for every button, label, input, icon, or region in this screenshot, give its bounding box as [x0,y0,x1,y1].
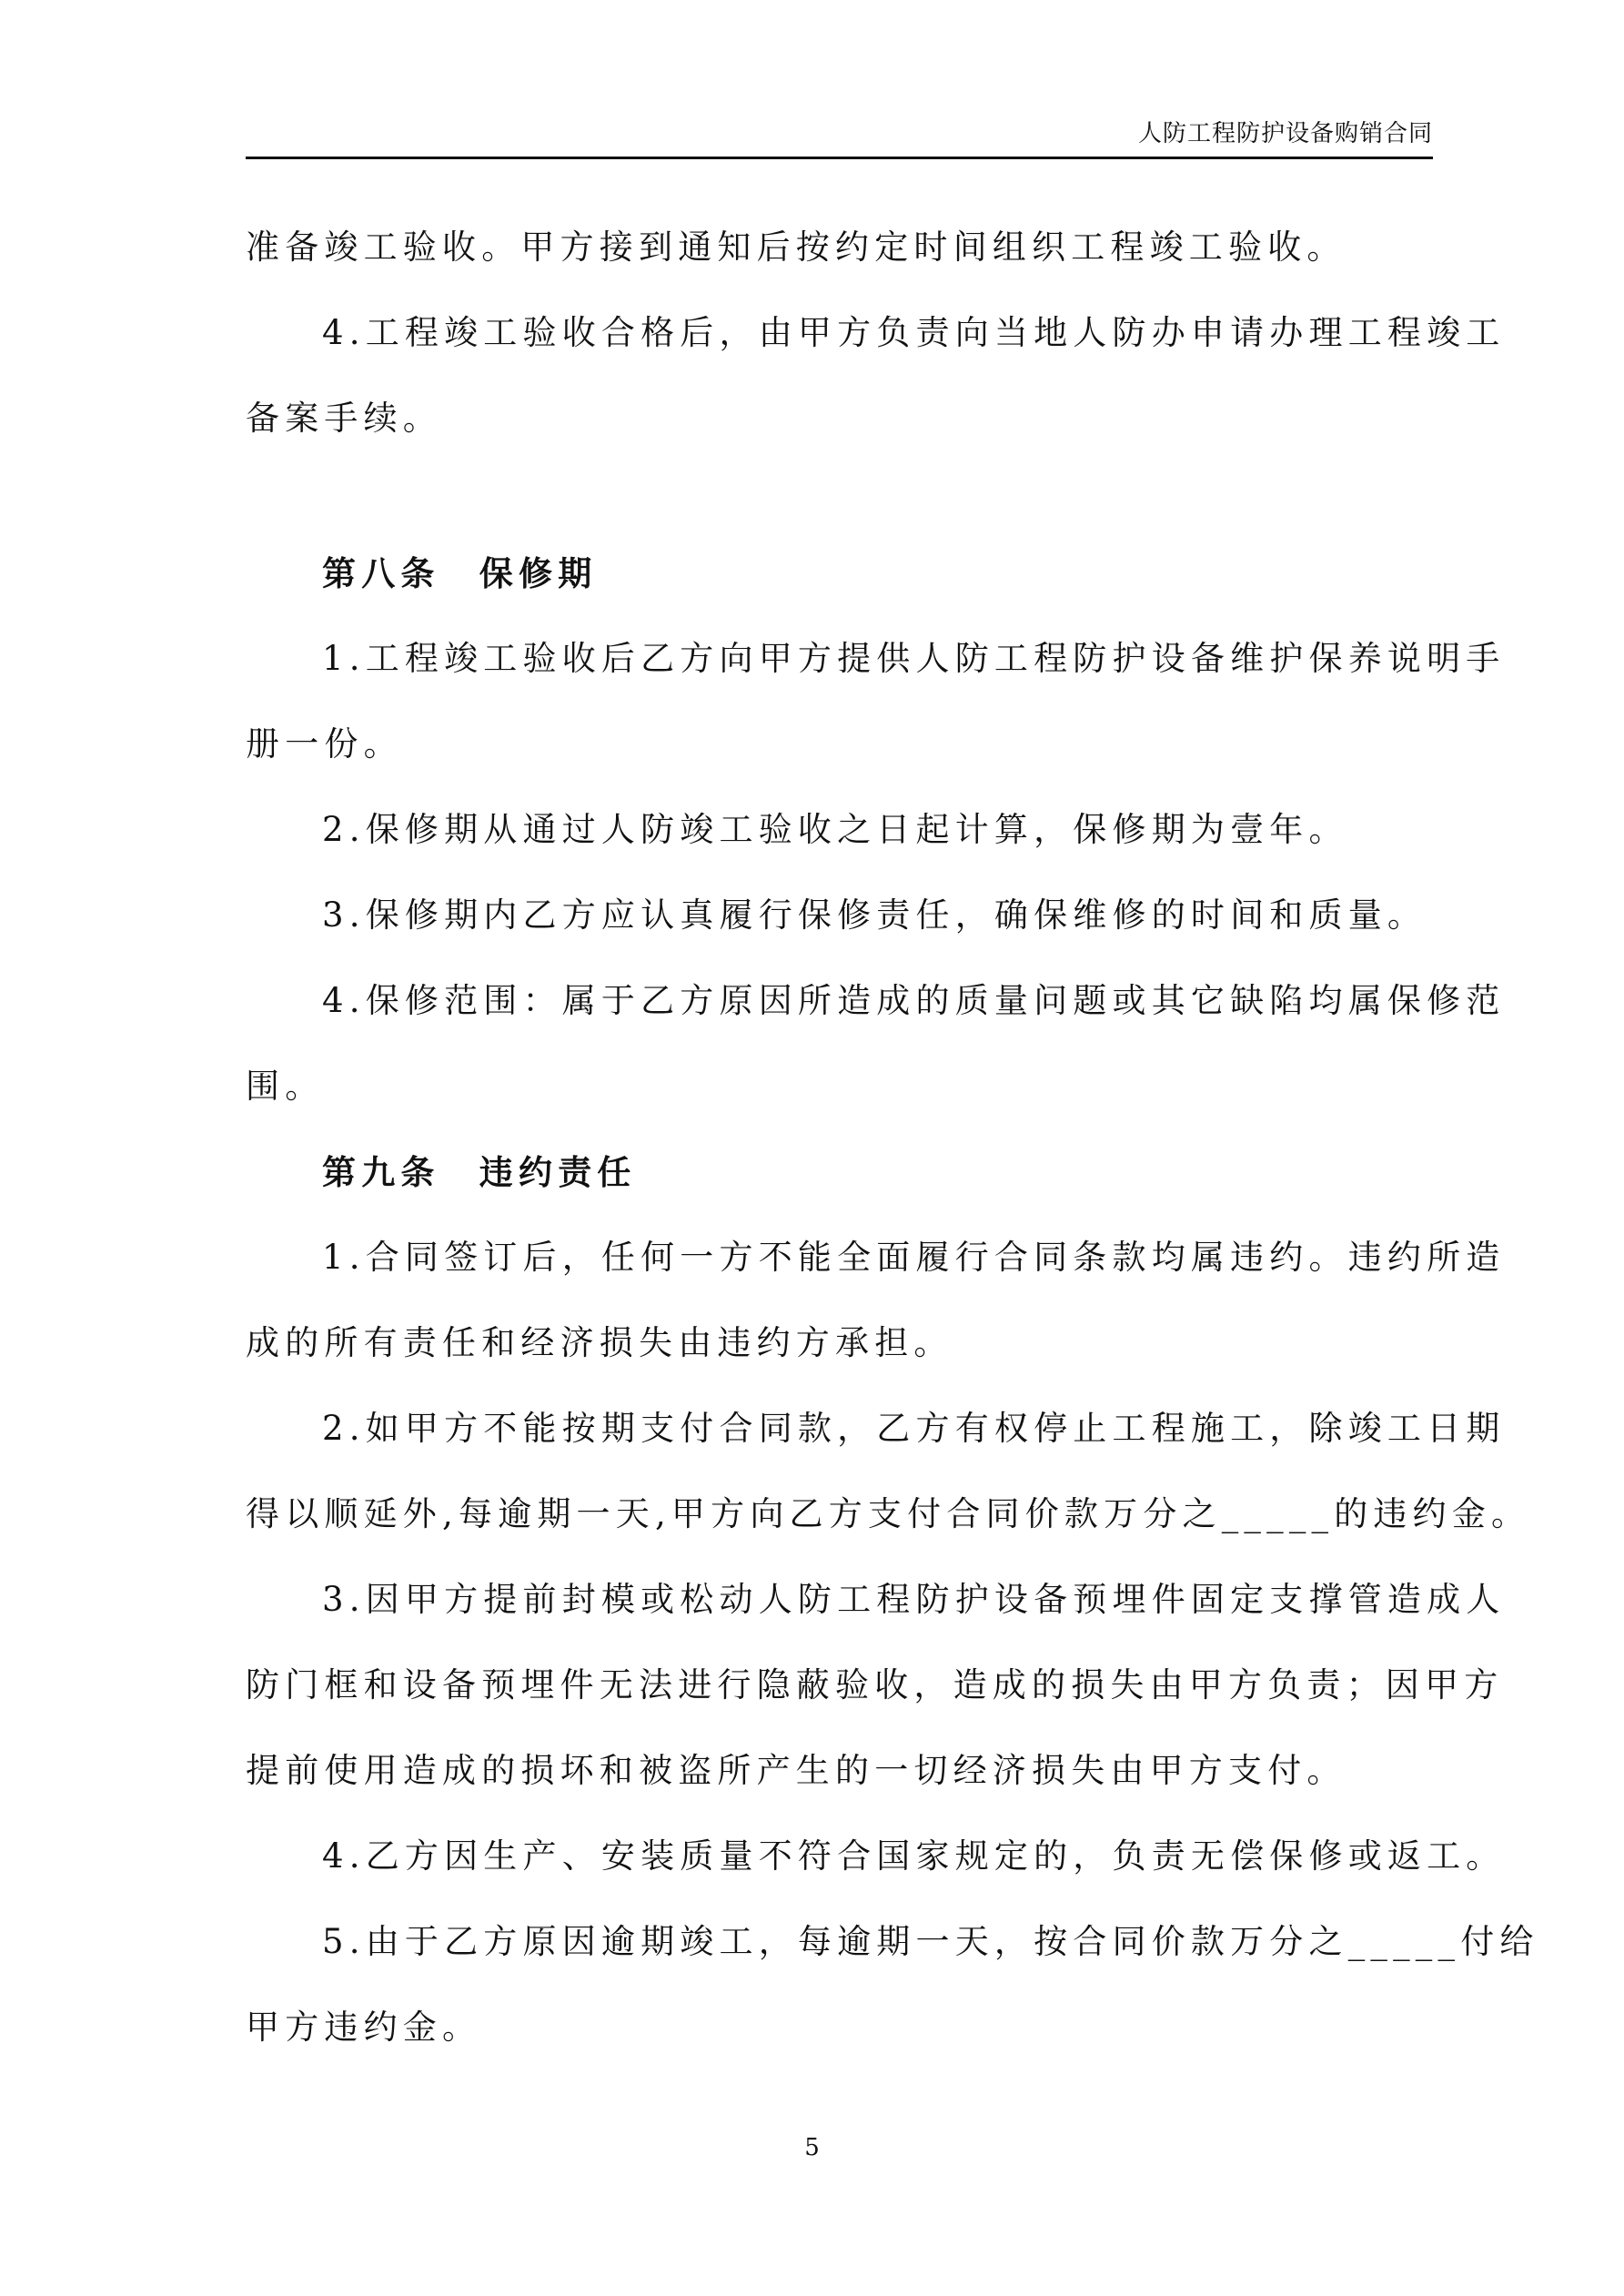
paragraph-line: 甲方违约金。 [246,2008,482,2047]
page-header [246,109,1433,159]
paragraph-line: 4.保修范围：属于乙方原因所造成的质量问题或其它缺陷均属保修范 [322,981,1506,1020]
paragraph-line: 得以顺延外,每逾期一天,甲方向乙方支付合同价款万分之_____的违约金。 [246,1494,1531,1533]
paragraph-line: 3.因甲方提前封模或松动人防工程防护设备预埋件固定支撑管造成人 [322,1580,1506,1619]
paragraph-line: 4.工程竣工验收合格后，由甲方负责向当地人防办申请办理工程竣工 [322,313,1506,352]
paragraph-line: 2.如甲方不能按期支付合同款，乙方有权停止工程施工，除竣工日期 [322,1409,1506,1448]
section-gap [246,461,1433,531]
paragraph-line: 提前使用造成的损坏和被盗所产生的一切经济损失由甲方支付。 [246,1751,1347,1790]
section-heading-article-9: 第九条 违约责任 [322,1152,637,1192]
paragraph-line: 1.合同签订后，任何一方不能全面履行合同条款均属违约。违约所造 [322,1238,1506,1277]
paragraph-line: 5.由于乙方原因逾期竣工，每逾期一天，按合同价款万分之_____付给 [322,1922,1539,1961]
document-body [246,205,1539,2070]
paragraph-line: 围。 [246,1067,325,1106]
paragraph-line: 4.乙方因生产、安装质量不符合国家规定的，负责无偿保修或返工。 [322,1836,1506,1876]
paragraph-line: 1.工程竣工验收后乙方向甲方提供人防工程防护设备维护保养说明手 [322,639,1506,678]
paragraph-line: 成的所有责任和经济损失由违约方承担。 [246,1323,953,1362]
section-heading-article-8: 第八条 保修期 [322,553,598,593]
page-number: 5 [804,2134,820,2161]
header-title: 人防工程防护设备购销合同 [1137,120,1433,147]
paragraph-line: 防门框和设备预埋件无法进行隐蔽验收，造成的损失由甲方负责；因甲方 [246,1665,1504,1704]
paragraph-line: 3.保修期内乙方应认真履行保修责任，确保维修的时间和质量。 [322,895,1427,935]
paragraph-line: 册一份。 [246,724,403,764]
paragraph-line: 准备竣工验收。甲方接到通知后按约定时间组织工程竣工验收。 [246,228,1347,267]
paragraph-line: 备案手续。 [246,399,442,438]
paragraph-line: 2.保修期从通过人防竣工验收之日起计算，保修期为壹年。 [322,810,1348,849]
